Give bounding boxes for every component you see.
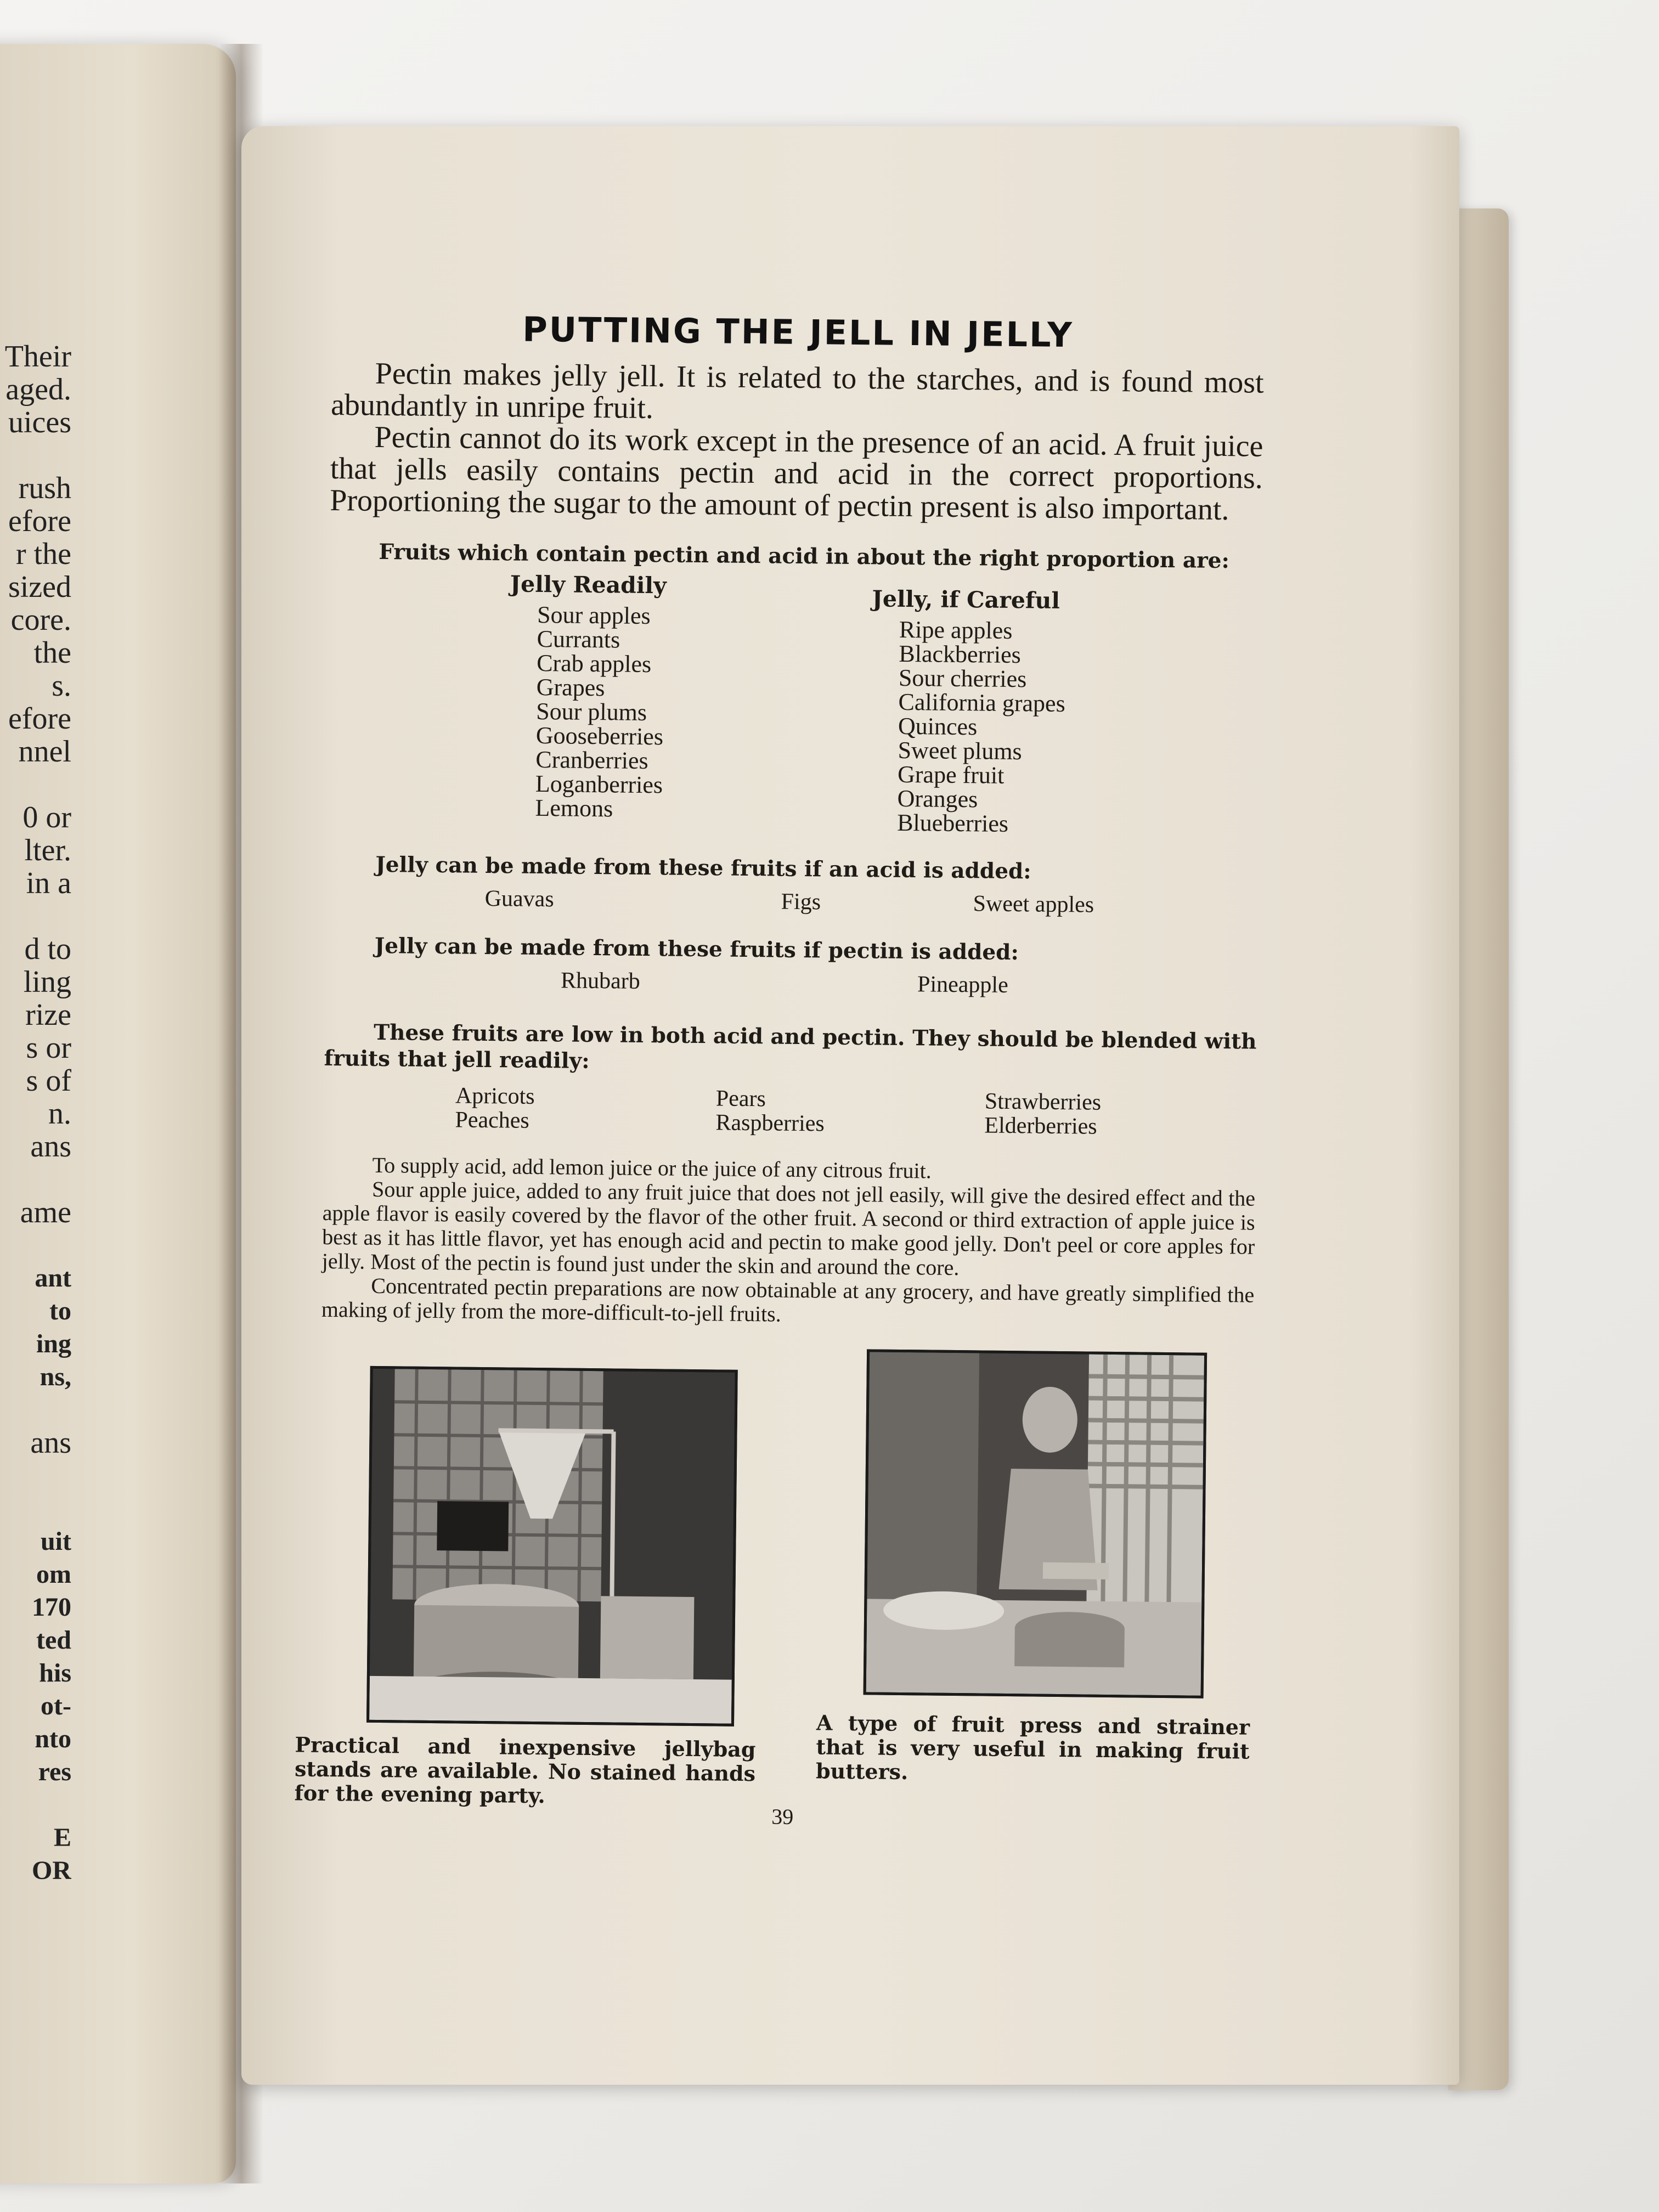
- photo-row: [294, 1360, 1253, 1829]
- left-page-fragment: ot-: [41, 1691, 71, 1720]
- list-item: California grapes: [898, 688, 1065, 718]
- left-page-fragment: aged.: [5, 373, 71, 406]
- left-page-fragment: ans: [30, 1426, 71, 1459]
- left-page-fragment: s or: [26, 1031, 71, 1064]
- fruit-press-caption: A type of fruit press and strainer that is very useful in making fruit butters.: [815, 1710, 1250, 1785]
- left-page-text-fragments: [0, 340, 71, 1986]
- page-title: PUTTING THE JELL IN JELLY: [522, 309, 1074, 356]
- left-page-fragment: ns,: [40, 1362, 71, 1391]
- list-item: Rhubarb: [560, 968, 641, 994]
- left-page-fragment: 170: [32, 1593, 71, 1622]
- left-page-fragment: the: [33, 636, 71, 669]
- left-page-fragment: n.: [48, 1097, 71, 1130]
- jellybag-stand-photo: [366, 1366, 738, 1726]
- left-page-fragment: [0, 439, 71, 472]
- left-page-fragment: rize: [25, 998, 71, 1031]
- tip-paragraph-2: Sour apple juice, added to any fruit juice that does not jell easily, will give the desired effect and the apple flavor is easily covered by the flavor of the other fruit. A second or third extraction of apple juice is best as it has little flavor, yet has enough acid and pectin to make good jelly. Don't peel or core apples for jelly. Most of the pectin is found just under the skin and around the core.: [321, 1176, 1256, 1280]
- right-proportion-columns: [326, 569, 1262, 839]
- list-item: Sour plums: [536, 697, 647, 726]
- jelly-readily-column: [326, 569, 872, 834]
- tip-paragraph-3: Concentrated pectin preparations are now obtainable at any grocery, and have greatly simplified the making of jelly from the more-difficult-to-jell fruits.: [321, 1273, 1255, 1327]
- low-both-columns: [323, 1082, 1256, 1141]
- left-page-fragment: efore: [8, 702, 71, 735]
- left-page-fragment: [0, 1393, 71, 1426]
- left-page-fragment: [0, 768, 71, 801]
- list-item: Raspberries: [715, 1110, 825, 1137]
- acid-added-heading: Jelly can be made from these fruits if an acid is added:: [375, 851, 1031, 884]
- jelly-if-careful-column: [870, 574, 1066, 837]
- list-item: Apricots: [455, 1083, 535, 1109]
- left-page-fragment: s.: [52, 669, 71, 702]
- list-item: Strawberries: [984, 1088, 1102, 1115]
- left-page-fragment: res: [38, 1757, 71, 1786]
- left-page-fragment: [0, 1492, 71, 1525]
- list-item: Ripe apples: [899, 616, 1013, 645]
- jellybag-caption: Practical and inexpensive jellybag stands are available. No stained hands for the evening party.: [294, 1732, 756, 1808]
- low-both-col-3: [984, 1090, 1101, 1139]
- list-item: Blueberries: [896, 809, 1009, 837]
- intro-paragraph-1: Pectin makes jelly jell. It is related to the starches, and is found most abundantly in unripe fruit.: [330, 356, 1264, 426]
- left-page-fragment: core.: [10, 603, 71, 636]
- list-item: Guavas: [484, 885, 554, 912]
- left-page-fragment: to: [49, 1296, 71, 1325]
- list-item: Cranberries: [535, 746, 648, 775]
- left-page-fragment: E: [53, 1823, 71, 1852]
- low-both-col-2: [715, 1086, 985, 1137]
- jelly-if-careful-list: [870, 617, 1066, 837]
- left-page-fragment: [0, 1163, 71, 1196]
- left-page-fragment: ted: [36, 1626, 71, 1655]
- list-item: Quinces: [898, 712, 978, 741]
- tip-paragraph-1: To supply acid, add lemon juice or the juice of any citrous fruit.: [372, 1152, 932, 1183]
- list-item: Sour apples: [537, 601, 651, 630]
- list-item: Elderberries: [984, 1113, 1097, 1139]
- left-page-fragment: lter.: [24, 834, 71, 867]
- list-item: Grape fruit: [897, 760, 1005, 789]
- list-item: Sweet apples: [973, 891, 1094, 918]
- list-item: Lemons: [535, 794, 613, 822]
- pectin-added-heading: Jelly can be made from these fruits if pectin is added:: [374, 933, 1019, 966]
- left-page-fragment: in a: [26, 867, 71, 900]
- left-page-fragment: r the: [15, 538, 71, 571]
- left-page-fragment: OR: [32, 1856, 71, 1885]
- list-item: Pears: [715, 1086, 766, 1112]
- list-item: Crab apples: [536, 649, 652, 678]
- left-page-fragment: 0 or: [22, 801, 71, 834]
- jelly-readily-heading: Jelly Readily: [510, 571, 667, 599]
- left-page-fragment: his: [39, 1658, 71, 1688]
- left-page-fragment: ing: [36, 1329, 71, 1358]
- list-item: Currants: [537, 625, 620, 653]
- list-item: Pineapple: [917, 972, 1008, 998]
- left-page-fragment: rush: [18, 472, 71, 505]
- left-page-fragment: d to: [24, 933, 71, 966]
- left-page-fragment: s of: [26, 1064, 71, 1097]
- left-page-fragment: [0, 900, 71, 933]
- left-page-fragment: [0, 1229, 71, 1262]
- left-page-fragment: nnel: [18, 735, 71, 768]
- left-page-fragment: efore: [8, 505, 71, 538]
- jelly-readily-list: [507, 602, 872, 823]
- list-item: Grapes: [536, 673, 605, 702]
- list-item: Oranges: [897, 785, 978, 813]
- low-both-col-1: [323, 1082, 716, 1135]
- left-page-fragment: ant: [35, 1263, 71, 1293]
- left-page-fragment: ans: [30, 1130, 71, 1163]
- left-page-fragment: Their: [4, 340, 71, 373]
- page-content: [294, 307, 1265, 1829]
- left-page-fragment: uit: [40, 1527, 71, 1556]
- page-number: 39: [771, 1804, 794, 1829]
- list-item: Blackberries: [899, 640, 1022, 669]
- list-item: Loganberries: [535, 770, 663, 799]
- low-both-heading: These fruits are low in both acid and pectin. They should be blended with fruits that jell readily:: [324, 1019, 1257, 1074]
- list-item: Sweet plums: [898, 736, 1022, 765]
- left-page-fragment: om: [36, 1560, 71, 1589]
- left-page-fragment: sized: [8, 571, 71, 603]
- left-page-fragment: [0, 1459, 71, 1492]
- jellybag-stand-illustration: [369, 1369, 735, 1724]
- left-page-fragment: uices: [8, 406, 71, 439]
- list-item: Peaches: [455, 1107, 530, 1133]
- right-proportion-heading: Fruits which contain pectin and acid in about the right proportion are:: [379, 539, 1230, 574]
- fruit-press-illustration: [866, 1352, 1204, 1695]
- jelly-if-careful-heading: Jelly, if Careful: [872, 585, 1060, 614]
- list-item: Figs: [781, 889, 821, 915]
- list-item: Sour cherries: [898, 664, 1027, 693]
- left-page-fragment: nto: [35, 1724, 71, 1753]
- fruit-press-photo: [864, 1349, 1207, 1698]
- left-page-fragment: ame: [20, 1196, 71, 1229]
- list-item: Gooseberries: [535, 721, 664, 751]
- intro-paragraph-2: Pectin cannot do its work except in the presence of an acid. A fruit juice that jells easily contains pectin and acid in the correct proportions. Proportioning the sugar to the amount of pectin present is also important.: [329, 420, 1263, 527]
- left-page-fragment: ling: [23, 966, 71, 998]
- left-page-fragment: [0, 1788, 71, 1821]
